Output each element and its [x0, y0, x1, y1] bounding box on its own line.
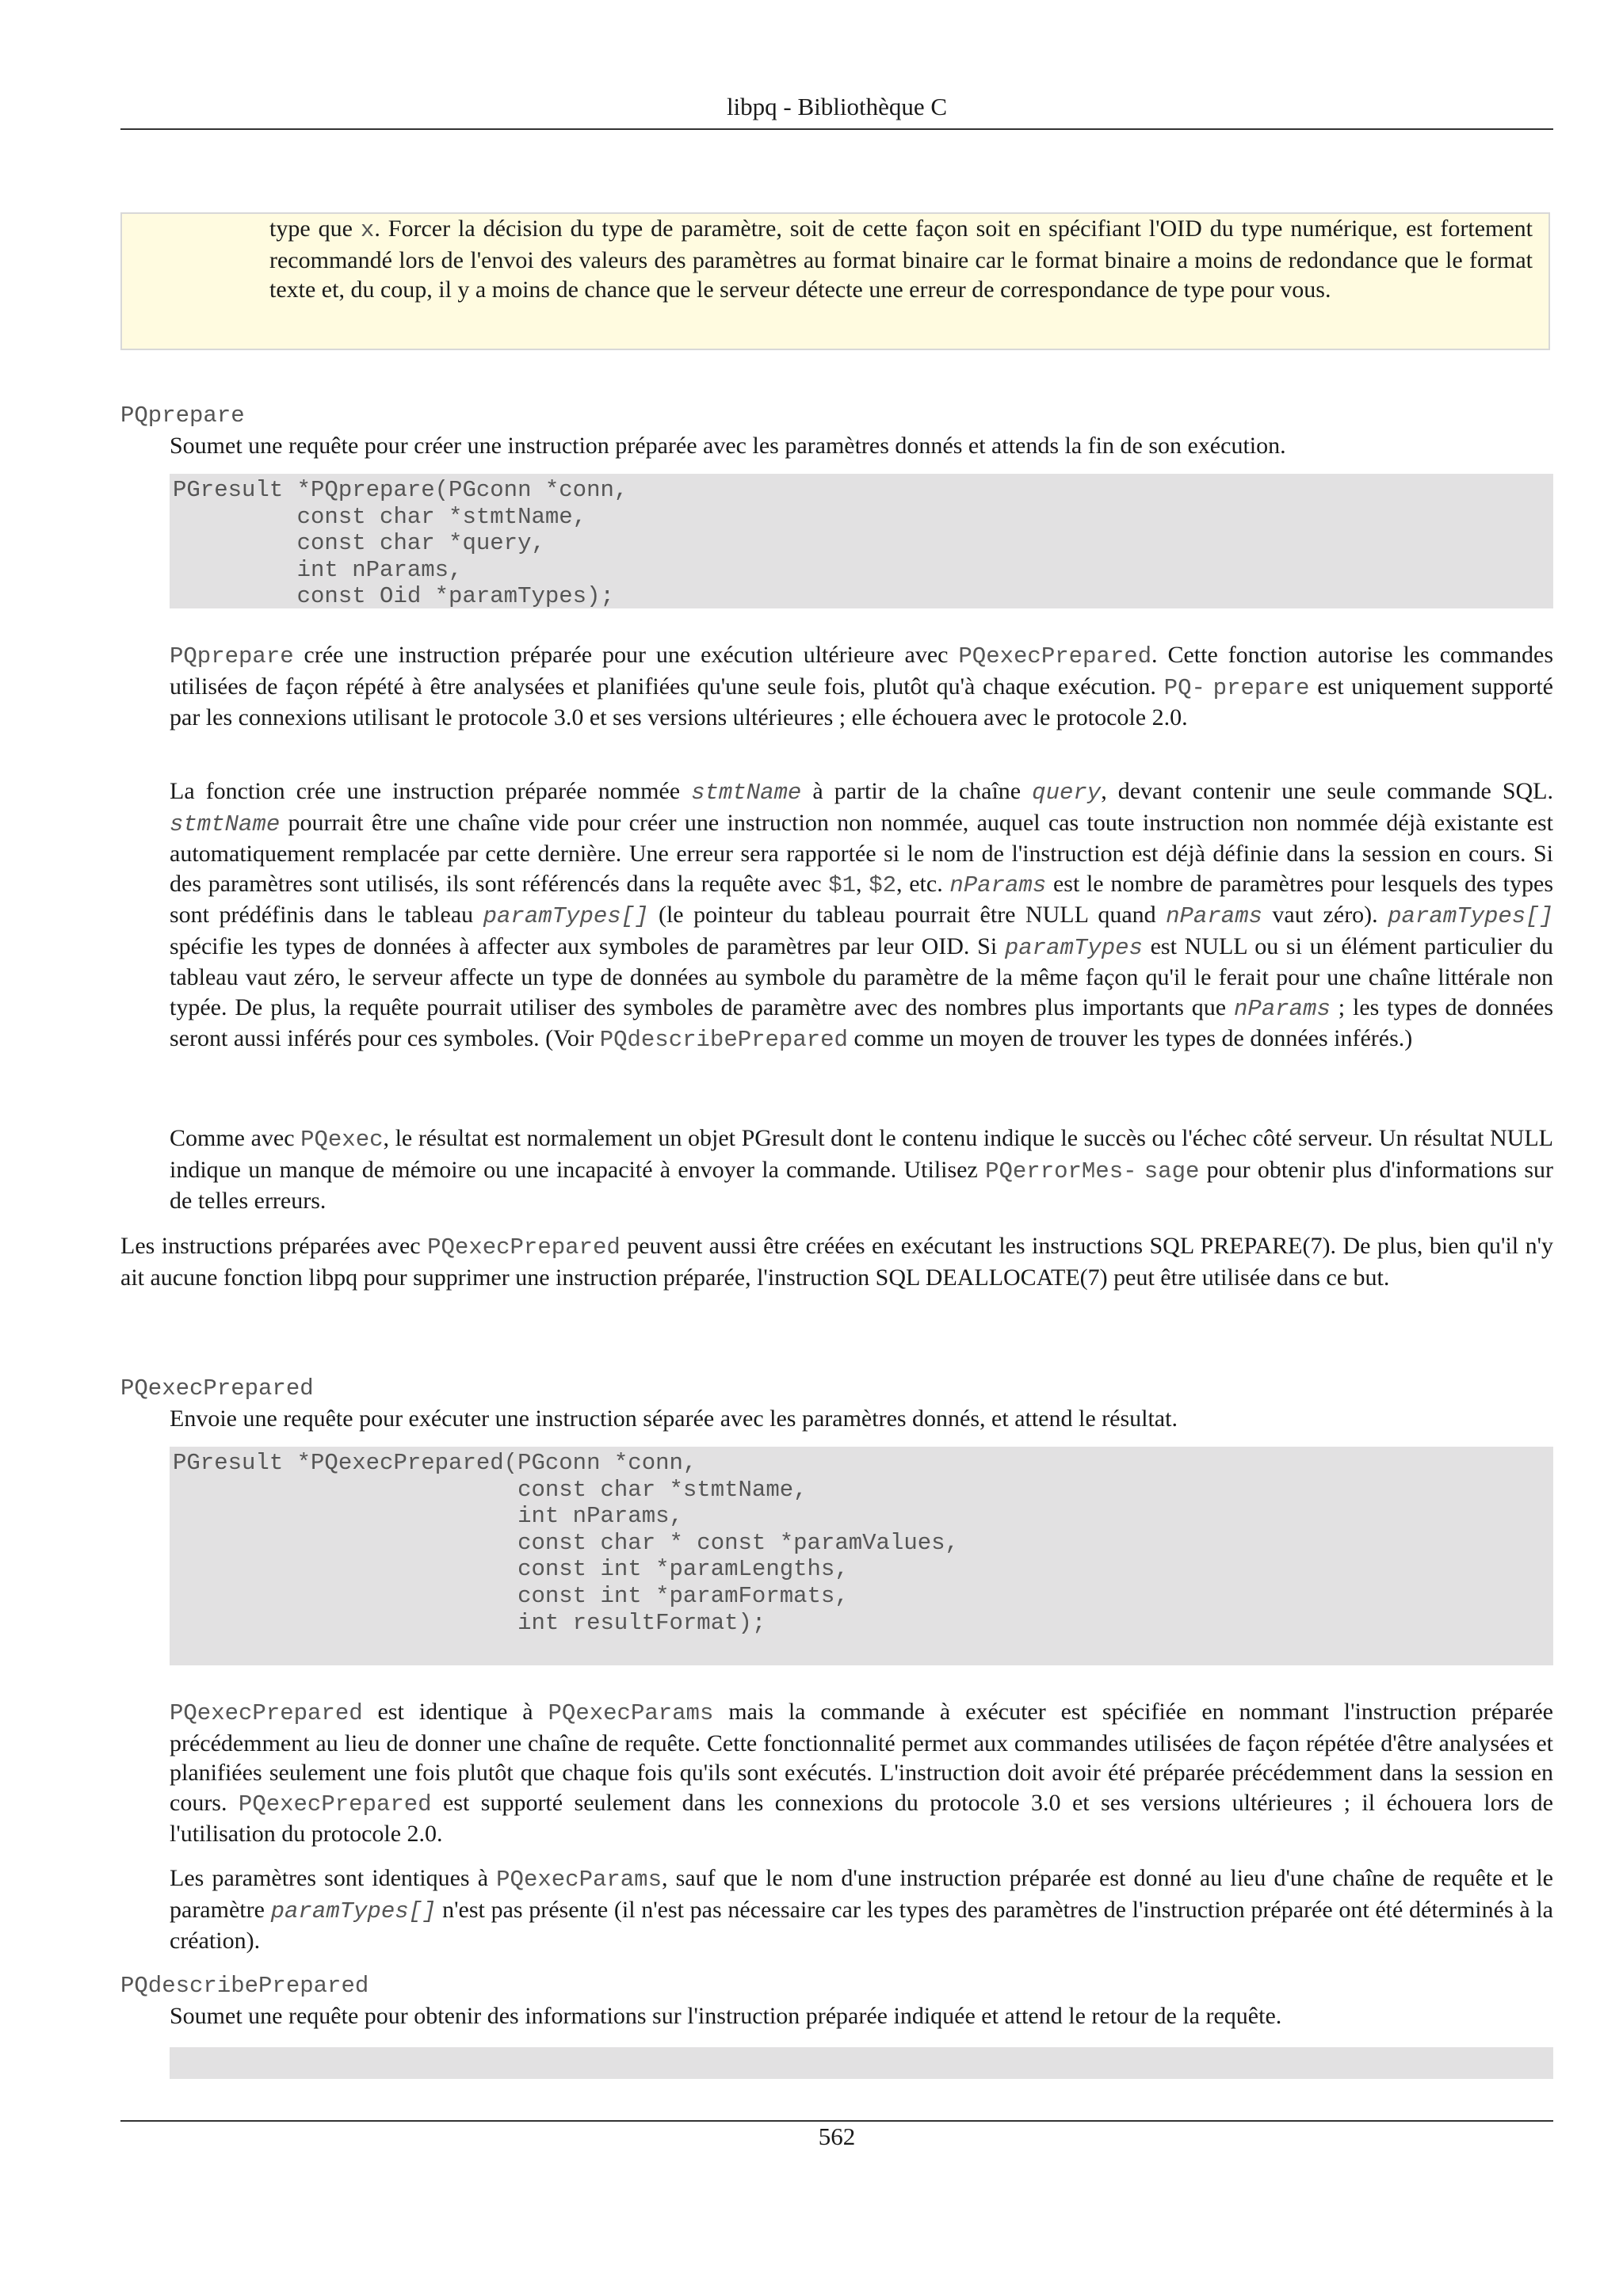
- inline-code: x: [360, 217, 375, 243]
- note-box: [120, 212, 1550, 350]
- code-block-pqprepare: PGresult *PQprepare(PGconn *conn, const char *stmtName, const char *query, int nParams, const Oid *paramTypes);: [170, 474, 1553, 608]
- function-description-pqdescribeprepared: Soumet une requête pour obtenir des informations sur l'instruction préparée indiquée et attend le retour de la requête.: [170, 2003, 1282, 2029]
- code-block-pqexecprepared: PGresult *PQexecPrepared(PGconn *conn, const char *stmtName, int nParams, const char * const *paramValues, const int *paramLengths, const int *paramFormats, int resultFormat);: [170, 1447, 1553, 1665]
- paragraph-pqexecprepared-intro: PQexecPrepared est identique à PQexecParams mais la commande à exécuter est spécifiée en nommant l'instruction préparée précédemment au lieu de donner une chaîne de requête. Cette fonctionnalité permet aux commandes utilisées de façon répétée d'être analysées et planifiées seulement une fois plutôt que chaque fois qu'ils sont exécutés. L'instruction doit avoir été préparée précédemment dans la session en cours. PQexecPrepared est supporté seulement dans les connexions du protocole 3.0 et ses versions ultérieures ; il échouera lors de l'utilisation du protocole 2.0.: [170, 1699, 1553, 1847]
- page-number: 562: [818, 2122, 856, 2150]
- paragraph-pqprepare-details: La fonction crée une instruction préparée nommée stmtName à partir de la chaîne query, devant contenir une seule commande SQL. stmtName pourrait être une chaîne vide pour créer une instruction non nommée, auquel cas toute instruction non nommée déjà existante est automatiquement remplacée par cette dernière. Une erreur sera rapportée si le nom de l'instruction est déjà définie dans la session en cours. Si des paramètres sont utilisés, ils sont référencés dans la requête avec $1, $2, etc. nParams est le nombre de paramètres pour lesquels des types sont prédéfinis dans le tableau paramTypes[] (le pointeur du tableau pourrait être NULL quand nParams vaut zéro). paramTypes[] spécifie les types de données à affecter aux symboles de paramètres par leur OID. Si paramTypes est NULL ou si un élément particulier du tableau vaut zéro, le serveur affecte un type de données au symbole du paramètre de la même façon qu'il le ferait pour une chaîne littérale non typée. De plus, la requête pourrait utiliser des symboles de paramètre avec des nombres plus importants que nParams ; les types de données seront aussi inférés pour ces symboles. (Voir PQdescribePrepared comme un moyen de trouver les types de données inférés.): [170, 778, 1554, 1053]
- function-term-pqdescribeprepared: PQdescribePrepared: [120, 1973, 369, 1999]
- page-header: libpq - Bibliothèque C: [726, 93, 948, 120]
- function-term-pqprepare: PQprepare: [120, 402, 245, 429]
- function-description-pqexecprepared: Envoie une requête pour exécuter une instruction séparée avec les paramètres donnés, et attend le résultat.: [170, 1405, 1178, 1432]
- function-description-pqprepare: Soumet une requête pour créer une instruction préparée avec les paramètres donnés et attends la fin de son exécution.: [170, 433, 1286, 459]
- code-block-pqdescribeprepared: [170, 2047, 1553, 2079]
- paragraph-pqexecprepared-params: Les paramètres sont identiques à PQexecParams, sauf que le nom d'une instruction préparée est donné au lieu d'une chaîne de requête et le paramètre paramTypes[] n'est pas présente (il n'est pas nécessaire car les types des paramètres de l'instruction préparée ont été déterminés à la création).: [170, 1865, 1553, 1954]
- function-term-pqexecprepared: PQexecPrepared: [120, 1375, 314, 1402]
- paragraph-pqprepare-intro: PQprepare crée une instruction préparée pour une exécution ultérieure avec PQexecPrepared. Cette fonction autorise les commandes utilisées de façon répété à être analysées et planifiées qu'une seule fois, plutôt qu'à chaque exécution. PQ- prepare est uniquement supporté par les connexions utilisant le protocole 3.0 et ses versions ultérieures ; elle échouera avec le protocole 2.0.: [170, 642, 1553, 730]
- note-text: type que x. Forcer la décision du type de paramètre, soit de cette façon soit en spécifiant l'OID du type numérique, est fortement recommandé lors de l'envoi des valeurs des paramètres au format binaire car le format binaire a moins de redondance que le format texte et, du coup, il y a moins de chance que le serveur détecte une erreur de correspondance de type pour vous.: [269, 215, 1533, 303]
- paragraph-prepared-statements: Les instructions préparées avec PQexecPrepared peuvent aussi être créées en exécutant les instructions SQL PREPARE(7). De plus, bien qu'il n'y ait aucune fonction libpq pour supprimer une instruction préparée, l'instruction SQL DEALLOCATE(7) peut être utilisée dans ce but.: [120, 1233, 1553, 1291]
- header-divider: [120, 128, 1553, 130]
- paragraph-pqprepare-result: Comme avec PQexec, le résultat est normalement un objet PGresult dont le contenu indique le succès ou l'échec côté serveur. Un résultat NULL indique un manque de mémoire ou une incapacité à envoyer la commande. Utilisez PQerrorMes- sage pour obtenir plus d'informations sur de telles erreurs.: [170, 1125, 1554, 1214]
- document-page: [120, 0, 1553, 2296]
